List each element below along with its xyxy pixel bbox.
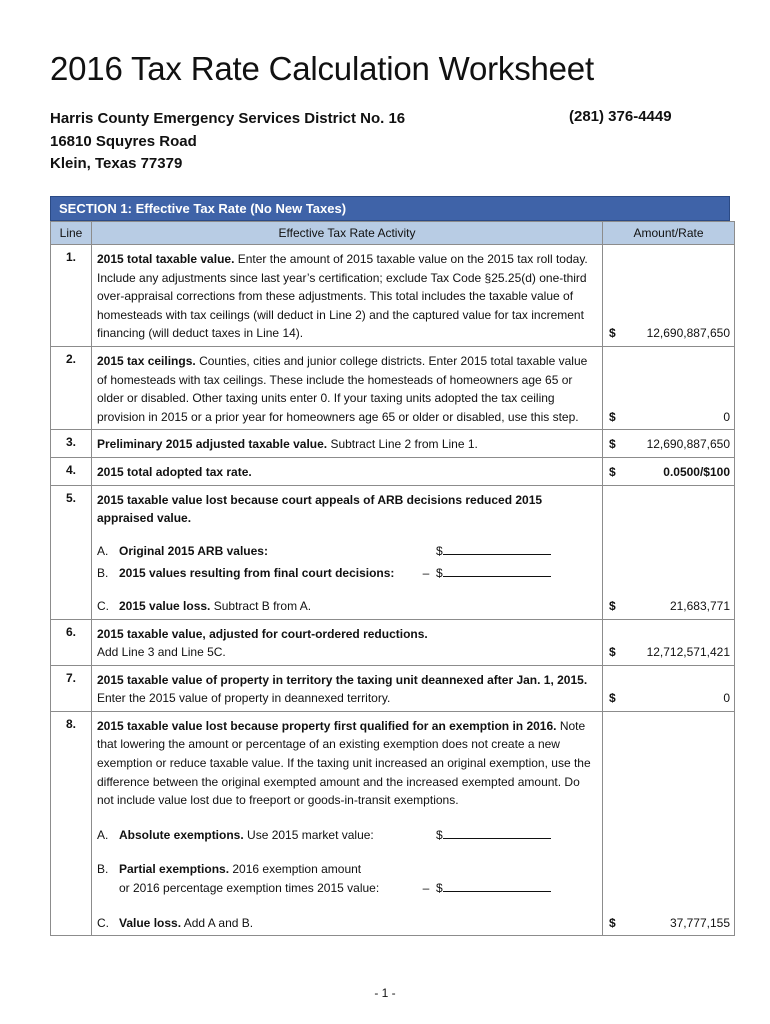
line-number: 7. (51, 665, 92, 711)
sub-letter: B. (97, 862, 109, 877)
activity-heading: 2015 tax ceilings. (97, 353, 196, 368)
dollar-sign: $ (609, 437, 616, 452)
amount-value: 12,712,571,421 (646, 645, 730, 660)
activity-cell (92, 430, 603, 458)
sub-text: Use 2015 market value: (243, 827, 374, 842)
org-address-line1: 16810 Squyres Road (50, 132, 197, 150)
amount-value: 0 (723, 691, 730, 706)
sub-label: Absolute exemptions. (119, 827, 244, 842)
column-header-amount: Amount/Rate (603, 222, 735, 245)
activity-text: Counties, cities and junior college districts. Enter 2015 total taxable value of homesteads with tax ceilings. These include the homesteads of homeowners age 65 or older or disabled. Other taxing units enter 0. If your taxing units adopted the tax ceiling provision in 2015 or a prior year for homeowners age 65 or older or disabled, use this step. (97, 353, 588, 424)
dollar-sign: $ (436, 543, 443, 558)
amount-cell (603, 346, 735, 429)
page-title: 2016 Tax Rate Calculation Worksheet (50, 50, 594, 87)
sub-text: 2016 exemption amount (229, 862, 362, 877)
line-number: 1. (51, 245, 92, 347)
amount-cell (603, 485, 735, 619)
dollar-sign: $ (436, 881, 443, 896)
activity-cell (92, 619, 603, 665)
table-row (51, 485, 735, 619)
section-header: SECTION 1: Effective Tax Rate (No New Taxes) (50, 196, 730, 221)
blank-line (443, 826, 551, 839)
activity-heading: 2015 total adopted tax rate. (97, 464, 252, 479)
sub-label: Partial exemptions. (119, 862, 230, 877)
sub-item-c (97, 914, 597, 933)
blank-line (443, 564, 551, 577)
sub-text: Subtract B from A. (210, 598, 312, 613)
activity-cell (92, 665, 603, 711)
sub-label: Original 2015 ARB values: (119, 543, 268, 558)
minus-sign: – (422, 566, 430, 581)
activity-heading: 2015 taxable value lost because property first qualified for an exemption in 2016. (97, 718, 557, 733)
amount-cell (603, 711, 735, 935)
blank-line (443, 879, 551, 892)
sub-letter: B. (97, 566, 109, 581)
sub-item-c (97, 597, 597, 616)
sub-item-a (97, 826, 597, 845)
activity-heading: 2015 taxable value, adjusted for court-ordered reductions. (97, 626, 428, 641)
amount-value: 0.0500/$100 (663, 464, 730, 479)
table-row (51, 245, 735, 347)
minus-sign: – (422, 881, 430, 896)
sub-item-a (97, 542, 597, 561)
blank-line (443, 542, 551, 555)
activity-cell (92, 245, 603, 347)
sub-letter: C. (97, 598, 109, 613)
dollar-sign: $ (609, 598, 616, 613)
organization-block (50, 108, 405, 176)
dollar-sign: $ (609, 409, 616, 424)
line-number: 2. (51, 346, 92, 429)
activity-text: Add Line 3 and Line 5C. (97, 645, 226, 660)
activity-text: Note that lowering the amount or percentage of an existing exemption does not create a new exemption or reduce taxable value. If the taxing unit increased an original exemption, use the difference between the original exempted amount and the increased exempted amount. Do not include value lost due to freeport or goods-in-transit exemptions. (97, 718, 591, 808)
worksheet-table (50, 221, 735, 936)
activity-cell (92, 711, 603, 935)
column-header-line: Line (51, 222, 92, 245)
dollar-sign: $ (609, 915, 616, 930)
column-header-activity: Effective Tax Rate Activity (92, 222, 603, 245)
line-number: 6. (51, 619, 92, 665)
org-address-line2: Klein, Texas 77379 (50, 155, 183, 172)
amount-value: 37,777,155 (669, 915, 730, 930)
activity-heading: Preliminary 2015 adjusted taxable value. (97, 437, 328, 452)
amount-value: 0 (723, 409, 730, 424)
table-header-row (51, 222, 735, 245)
table-row (51, 346, 735, 429)
line-number: 4. (51, 457, 92, 485)
sub-label: 2015 values resulting from final court decisions: (119, 566, 395, 581)
line-number: 8. (51, 711, 92, 935)
amount-value: 12,690,887,650 (646, 326, 730, 341)
sub-item-b (97, 564, 597, 583)
sub-label: 2015 value loss. (119, 598, 211, 613)
sub-text: Add A and B. (181, 915, 254, 930)
table-row (51, 430, 735, 458)
amount-cell (603, 457, 735, 485)
sub-text: or 2016 percentage exemption times 2015 value: (119, 881, 380, 896)
activity-cell (92, 457, 603, 485)
dollar-sign: $ (436, 827, 443, 842)
activity-text: Subtract Line 2 from Line 1. (327, 437, 478, 452)
table-row (51, 457, 735, 485)
sub-item-b (97, 860, 597, 879)
activity-heading: 2015 taxable value of property in territory the taxing unit deannexed after Jan. 1, 2015. (97, 672, 588, 687)
amount-cell (603, 430, 735, 458)
activity-cell (92, 485, 603, 619)
dollar-sign: $ (609, 464, 616, 479)
activity-heading: 2015 taxable value lost because court appeals of ARB decisions reduced 2015 appraised value. (97, 492, 543, 526)
org-name: Harris County Emergency Services District No. 16 (50, 110, 406, 127)
sub-letter: C. (97, 915, 109, 930)
activity-text: Enter the amount of 2015 taxable value on the 2015 tax roll today. Include any adjustments since last year’s certification; exclude Tax Code §25.25(d) one-third over-appraisal corrections from these adjustments. This total includes the taxable value of homesteads with tax ceilings (will deduct in Line 2) and the captured value for tax increment financing (will deduct taxes in Line 14). (97, 252, 588, 341)
sub-item-b-line2 (97, 879, 597, 898)
dollar-sign: $ (609, 326, 616, 341)
amount-value: 21,683,771 (669, 598, 730, 613)
line-number: 3. (51, 430, 92, 458)
org-phone: (281) 376-4449 (569, 108, 672, 125)
sub-label: Value loss. (119, 915, 182, 930)
activity-heading: 2015 total taxable value. (97, 252, 235, 266)
amount-cell (603, 245, 735, 347)
dollar-sign: $ (609, 645, 616, 660)
amount-value: 12,690,887,650 (646, 437, 730, 452)
page-number: - 1 - (374, 986, 396, 1000)
activity-cell (92, 346, 603, 429)
dollar-sign: $ (609, 691, 616, 706)
sub-letter: A. (97, 827, 109, 842)
table-row (51, 711, 735, 935)
line-number: 5. (51, 485, 92, 619)
amount-cell (603, 619, 735, 665)
dollar-sign: $ (436, 566, 443, 581)
amount-cell (603, 665, 735, 711)
sub-letter: A. (97, 543, 109, 558)
table-row (51, 665, 735, 711)
table-row (51, 619, 735, 665)
activity-text: Enter the 2015 value of property in deannexed territory. (97, 691, 391, 706)
